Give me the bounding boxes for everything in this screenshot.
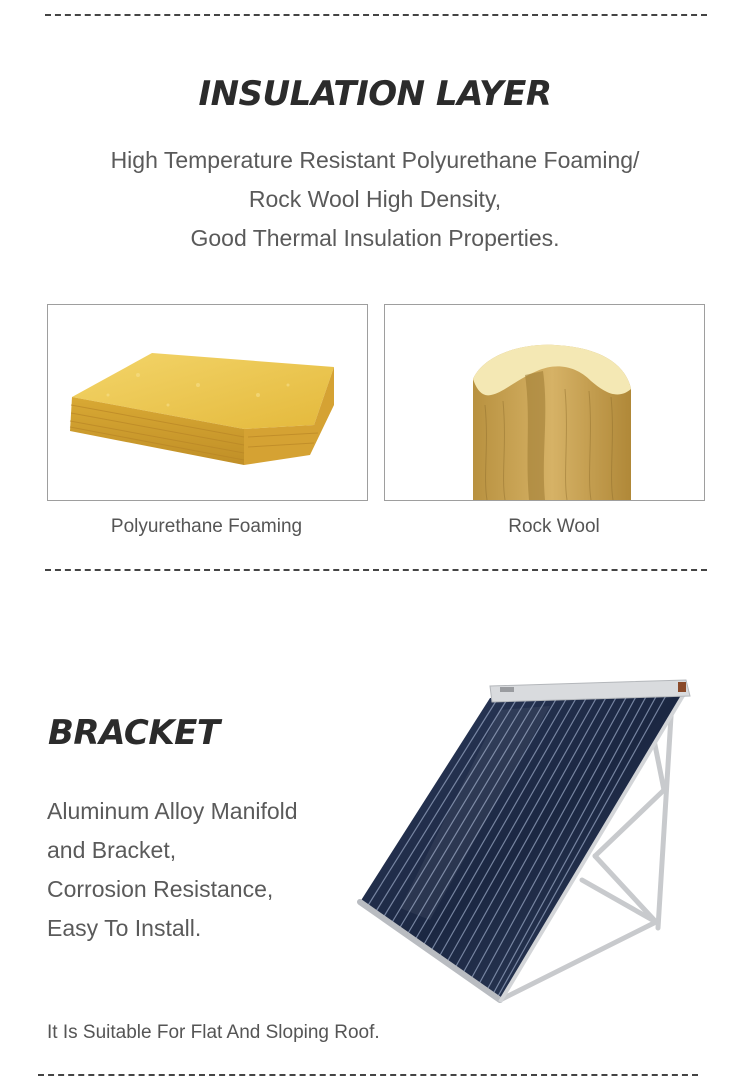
rockwool-image-frame xyxy=(384,304,705,501)
insulation-description xyxy=(0,141,750,258)
insulation-title: INSULATION LAYER xyxy=(198,74,552,114)
roof-suitability-note: It Is Suitable For Flat And Sloping Roof. xyxy=(47,1022,380,1043)
polyurethane-foam-image xyxy=(48,305,367,500)
top-divider xyxy=(45,14,707,16)
description-line: Rock Wool High Density, xyxy=(248,186,502,212)
rockwool-caption: Rock Wool xyxy=(508,516,600,537)
middle-divider xyxy=(45,569,707,571)
bottom-divider xyxy=(38,1074,698,1076)
feature-line: and Bracket, xyxy=(47,837,177,863)
solar-collector-image xyxy=(350,670,700,1040)
polyurethane-caption: Polyurethane Foaming xyxy=(110,516,303,537)
feature-line: Easy To Install. xyxy=(47,915,202,941)
bracket-title: BRACKET xyxy=(48,713,220,753)
polyurethane-image-frame xyxy=(47,304,368,501)
rock-wool-image xyxy=(385,305,704,500)
feature-line: Corrosion Resistance, xyxy=(47,876,274,902)
feature-line: Aluminum Alloy Manifold xyxy=(47,798,298,824)
description-line: High Temperature Resistant Polyurethane Foaming/ xyxy=(110,147,640,173)
description-line: Good Thermal Insulation Properties. xyxy=(190,225,560,251)
bracket-features xyxy=(47,792,298,948)
